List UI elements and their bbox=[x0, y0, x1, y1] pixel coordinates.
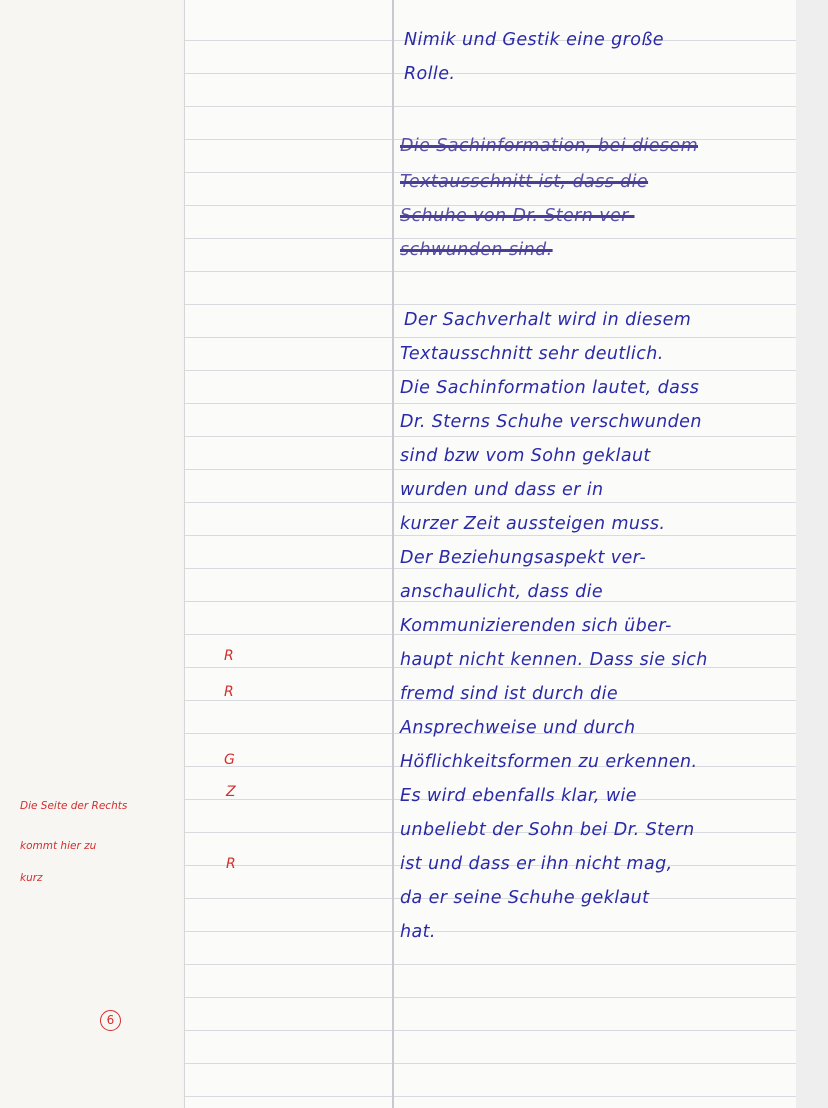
teacher-comment-line: kommt hier zu bbox=[20, 840, 97, 852]
text-line: unbeliebt der Sohn bei Dr. Stern bbox=[400, 820, 695, 840]
grade-circle: 6 bbox=[100, 1010, 121, 1031]
text-line: Textausschnitt sehr deutlich. bbox=[400, 344, 664, 364]
text-line: Kommunizierenden sich über- bbox=[400, 616, 672, 636]
correction-mark: R bbox=[224, 684, 234, 700]
text-line: Dr. Sterns Schuhe verschwunden bbox=[400, 412, 702, 432]
struck-line: schwunden sind. bbox=[400, 240, 553, 260]
text-line: wurden und dass er in bbox=[400, 480, 604, 500]
correction-mark: R bbox=[226, 856, 236, 872]
margin-line bbox=[392, 0, 394, 1108]
teacher-comment-line: Die Seite der Rechts bbox=[20, 800, 128, 812]
text-line: anschaulicht, dass die bbox=[400, 582, 604, 602]
text-line: fremd sind ist durch die bbox=[400, 684, 618, 704]
text-line: Nimik und Gestik eine große bbox=[404, 30, 664, 50]
text-line: sind bzw vom Sohn geklaut bbox=[400, 446, 651, 466]
page-edge bbox=[796, 0, 828, 1108]
teacher-comment-line: kurz bbox=[20, 872, 43, 884]
text-line: Rolle. bbox=[404, 64, 456, 84]
text-line: Der Beziehungsaspekt ver- bbox=[400, 548, 647, 568]
correction-mark: R bbox=[224, 648, 234, 664]
text-line: Es wird ebenfalls klar, wie bbox=[400, 786, 637, 806]
text-line: ist und dass er ihn nicht mag, bbox=[400, 854, 673, 874]
struck-line: Schuhe von Dr. Stern ver- bbox=[400, 206, 635, 226]
correction-margin bbox=[0, 0, 184, 1108]
text-line: hat. bbox=[400, 922, 436, 942]
text-line: Die Sachinformation lautet, dass bbox=[400, 378, 700, 398]
text-line: kurzer Zeit aussteigen muss. bbox=[400, 514, 666, 534]
text-line: Ansprechweise und durch bbox=[400, 718, 636, 738]
text-line: Höflichkeitsformen zu erkennen. bbox=[400, 752, 698, 772]
correction-mark: Z bbox=[226, 784, 236, 800]
correction-mark: G bbox=[224, 752, 235, 768]
struck-line: Textausschnitt ist, dass die bbox=[400, 172, 649, 192]
struck-line: Die Sachinformation, bei diesem bbox=[400, 136, 699, 156]
text-line: da er seine Schuhe geklaut bbox=[400, 888, 650, 908]
text-line: Der Sachverhalt wird in diesem bbox=[404, 310, 692, 330]
text-line: haupt nicht kennen. Dass sie sich bbox=[400, 650, 708, 670]
